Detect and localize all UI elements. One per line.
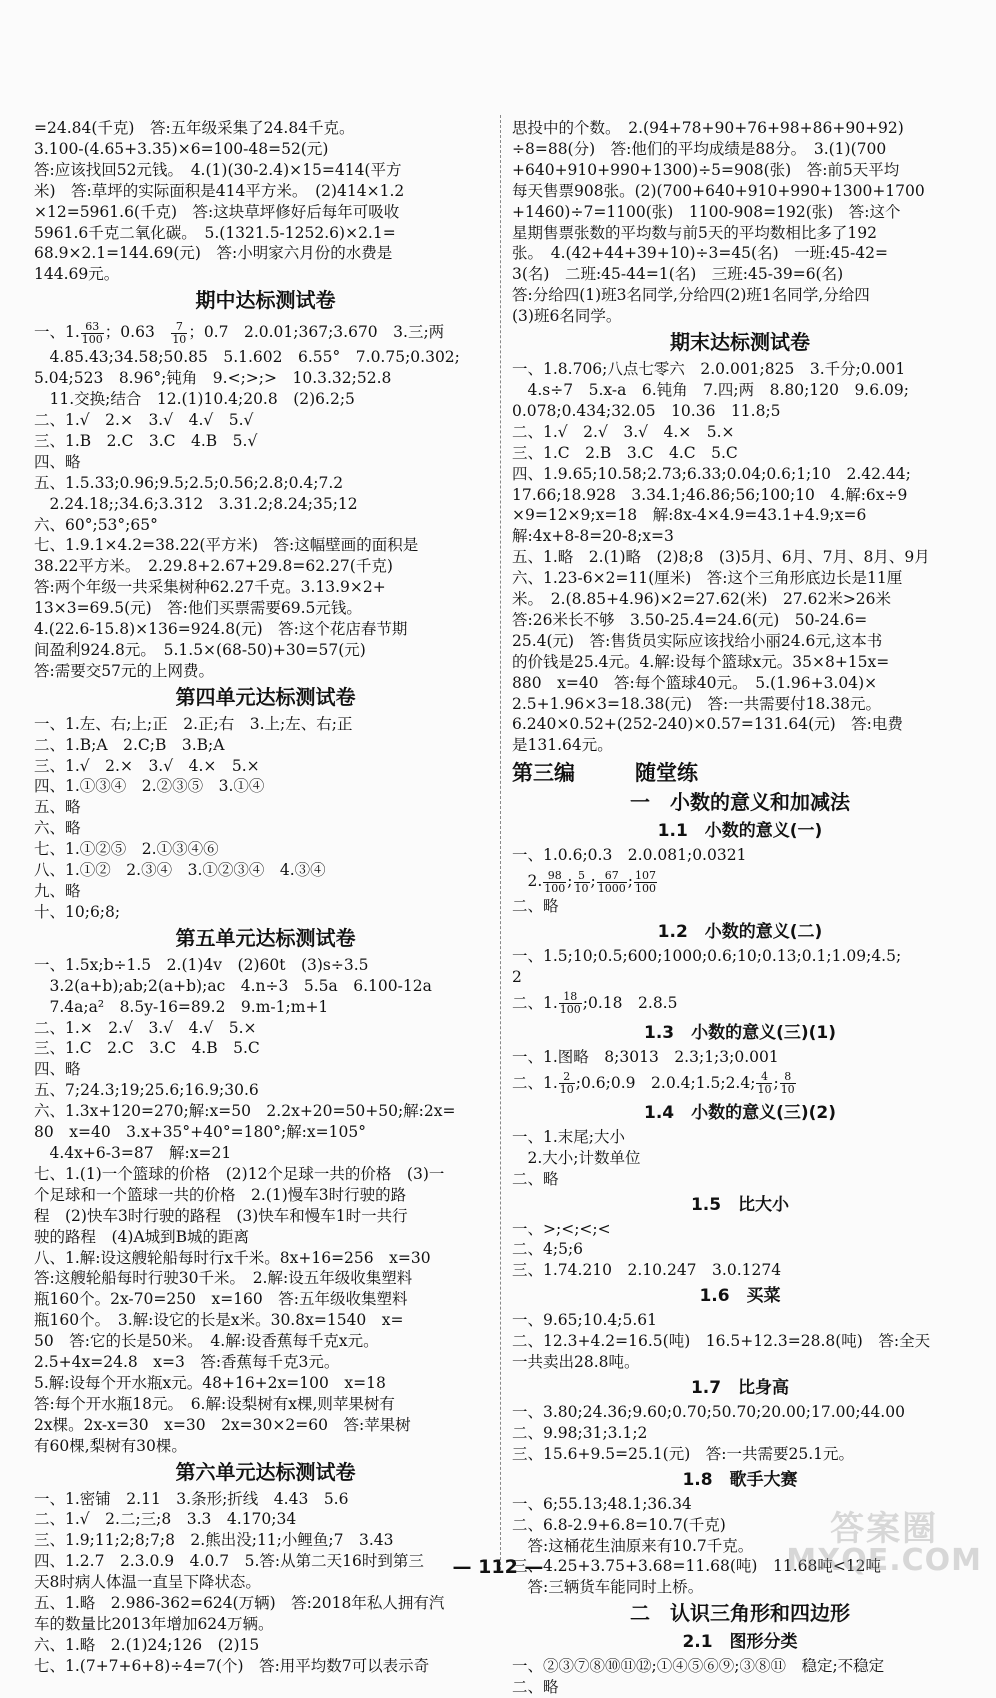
answer-line: 答:需要交57元的上网费。 [34,661,214,680]
answer-line: 四、1.①③④ 2.②③⑤ 3.①④ [34,777,265,796]
answer-line: 六、1.3x+120=270;解:x=50 2.2x+20=50+50;解:2x= [34,1102,456,1121]
answer-line: 一共卖出28.8吨。 [512,1353,640,1372]
answer-line: 一、1.密铺 2.11 3.条形;折线 4.43 5.6 [34,1489,349,1508]
answer-line: 0.078;0.434;32.05 10.36 11.8;5 [512,401,781,420]
answer-line: 三、1.√ 2.× 3.√ 4.× 5.× [34,756,260,775]
column-divider [500,115,501,1570]
answer-line: 驶的路程 (4)A城到B城的距离 [34,1227,250,1246]
subsection-heading: 1.2 小数的意义(二) [657,922,823,943]
answer-line: 一、1.8.706;八点七零六 2.0.001;825 3.千分;0.001 [512,360,906,379]
fraction-numerator: 4 [756,1071,772,1084]
answer-line: 答:两个年级一共采集树种62.27千克。3.13.9×2+ [34,578,386,597]
fraction-numerator: 8 [780,1071,796,1084]
answer-line: 一、1.0.6;0.3 2.0.081;0.0321 [512,846,747,865]
answer-line: 程 (2)快车3时行驶的路程 (3)快车和慢车1时一共行 [34,1206,408,1225]
answer-line: 答:应该找回52元钱。 4.(1)(30-2.4)×15=414(平方 [34,160,402,179]
fraction [559,991,582,1016]
answer-line: 5961.6千克二氧化碳。 5.(1321.5-1252.6)×2.1= [34,223,396,242]
answer-line: 是131.64元。 [512,736,613,755]
answer-line: ×12=5961.6(千克) 答:这块草坪修好后每年可吸收 [34,202,400,221]
answer-line: 二、9.98;31;3.1;2 [512,1423,648,1442]
answer-line: 一、②③⑦⑧⑩⑪⑫;①④⑤⑥⑨;③⑧⑪ 稳定;不稳定 [512,1657,885,1676]
answer-text: ；0.7 2.0.01;367;3.670 3.三;两 [188,323,445,342]
answer-line: 车的数量比2013年增加624万辆。 [34,1615,274,1633]
answer-line: 5.解:设每个开水瓶x元。48+16+2x=100 x=18 [34,1373,386,1392]
fraction-denominator: 10 [757,1083,772,1097]
part-label: 第三编 [512,761,575,786]
right-column [512,118,968,1698]
answer-line: 瓶160个。 3.解:设它的长是x米。30.8x=1540 x= [34,1311,404,1330]
answer-line: 三、1.74.210 2.10.247 3.0.1274 [512,1261,782,1280]
answer-line: =24.84(千克) 答:五年级采集了24.84千克。 [34,119,355,137]
answer-text: ；0.63 [104,323,171,342]
answer-line: 50 答:它的长是50米。 4.解:设香蕉每千克x元。 [34,1332,379,1351]
fraction [597,870,627,895]
fraction [559,1071,575,1096]
answer-line: 6.240×0.52+(252-240)×0.57=131.64(元) 答:电费 [512,715,903,734]
answer-line: 七、1.①②⑤ 2.①③④⑥ [34,840,219,859]
fraction [756,1071,772,1096]
fraction-denominator: 100 [81,332,103,346]
answer-line: 八、1.①② 2.③④ 3.①②③④ 4.③④ [34,861,326,880]
answer-line: 二、1.B;A 2.C;B 3.B;A [34,735,225,754]
fraction-numerator: 67 [597,870,627,883]
answer-line: ×9=12×9;x=18 解:8x-4×4.9=43.1+4.9;x=6 [512,506,867,525]
answer-line: 每天售票908张。(2)(700+640+910+990+1300+1700 [512,181,925,200]
subsection-heading: 2.1 图形分类 [682,1632,798,1653]
fraction-denominator: 10 [559,1083,574,1097]
answer-prefix: 2. [512,872,543,891]
answer-line: 六、1.23-6×2=11(厘米) 答:这个三角形底边长是11厘 [512,569,903,588]
answer-line: 七、1.(7+7+6+8)÷4=7(个) 答:用平均数7可以表示奇 [34,1656,430,1675]
answer-text: ;0.18 2.8.5 [582,993,678,1012]
answer-prefix: 一、1. [34,323,80,342]
answer-line: 五、1.略 2.(1)略 (2)8;8 (3)5月、6月、7月、8月、9月 [512,548,930,567]
answer-line: 一、9.65;10.4;5.61 [512,1311,657,1330]
answer-line: 星期售票张数的平均数与前5天的平均数相比多了192 [512,223,877,242]
fraction [634,870,657,895]
fraction-numerator: 2 [559,1071,575,1084]
answer-line: 68.9×2.1=144.69(元) 答:小明家六月份的水费是 [34,244,393,263]
fraction-numerator: 5 [574,870,590,883]
answer-line: 五、7;24.3;19;25.6;16.9;30.6 [34,1081,259,1100]
watermark-en: MXQE.COM [786,1543,982,1578]
answer-line: 2. $\frac{98}{100}$ ; $\frac{5}{10}$ ; $\frac{67}{1000}$ ; $\frac{107}{100}$ [512,868,656,895]
answer-prefix: 二、1. [512,1073,558,1092]
answer-line: +640+910+990+1300)÷5=908(张) 答:前5天平均 [512,160,900,179]
answer-line: (3)班6名同学。 [512,307,622,326]
answer-line: +1460)÷7=1100(张) 1100-908=192(张) 答:这个 [512,202,901,221]
answer-line: 二、1.√ 2.× 3.√ 4.√ 5.√ [34,410,254,429]
answer-line: 一、3.80;24.36;9.60;0.70;50.70;20.00;17.00;44.00 [512,1402,905,1421]
fraction-denominator: 10 [172,332,187,346]
answer-line: 米) 答:草坪的实际面积是414平方米。 (2)414×1.2 [34,181,405,200]
answer-line: 米。 2.(8.85+4.96)×2=27.62(米) 27.62米>26米 [512,590,892,609]
answer-line: 答:分给四(1)班3名同学,分给四(2)班1名同学,分给四 [512,286,870,305]
answer-line: 4.s÷7 5.x-a 6.钝角 7.四;两 8.80;120 9.6.09; [512,380,909,399]
answer-line: 二、略 [512,1169,559,1188]
part-heading [512,759,968,787]
section-heading: 二 认识三角形和四边形 [630,1601,850,1626]
subsection-heading: 1.3 小数的意义(三)(1) [643,1022,837,1043]
answer-text: ;0.6;0.9 2.0.4;1.5;2.4; [575,1073,756,1092]
answer-line: ÷8=88(分) 答:他们的平均成绩是88分。 3.(1)(700 [512,139,887,158]
answer-line: 二、4;5;6 [512,1240,584,1259]
answer-line: 七、1.9.1×4.2=38.22(平方米) 答:这幅壁画的面积是 [34,536,419,555]
answer-line: 25.4(元) 答:售货员实际应该找给小丽24.6元,这本书 [512,631,883,650]
answer-line: 二、1.√ 2.二;三;8 3.3 4.170;34 [34,1510,297,1529]
answer-line: 三、1.C 2.B 3.C 4.C 5.C [512,443,738,462]
answer-line: 二、略 [512,1678,559,1697]
answer-line: 4.(22.6-15.8)×136=924.8(元) 答:这个花店春节期 [34,620,408,639]
answer-line: 答:每个开水瓶18元。 6.解:设梨树有x棵,则苹果树有 [34,1394,395,1413]
section-heading: 一 小数的意义和加减法 [630,790,850,815]
answer-line [34,317,497,347]
answer-line: 四、1.2.7 2.3.0.9 4.0.7 5.答:从第二天16时到第三 [34,1552,424,1571]
answer-line: 17.66;18.928 3.34.1;46.86;56;100;10 4.解:6x÷9 [512,485,908,504]
answer-line: 一、1.末尾;大小 [512,1127,626,1146]
answer-line: 5.04;523 8.96°;钝角 9.<;>;> 10.3.32;52.8 [34,369,392,388]
answer-line: 三、4.25+3.75+3.68=11.68(吨) 11.68吨<12吨 [512,1557,882,1576]
answer-line: 80 x=40 3.x+35°+40°=180°;解:x=105° [34,1123,366,1142]
section-heading: 第五单元达标测试卷 [175,925,356,950]
answer-line: 二、6.8-2.9+6.8=10.7(千克) [512,1515,726,1534]
answer-line: 三、1.9;11;2;8;7;8 2.熊出没;11;小鲤鱼;7 3.43 [34,1531,394,1550]
answer-line: 张。 4.(42+44+39+10)÷3=45(名) 一班:45-42= [512,244,889,263]
answer-line: 二、略 [512,897,559,916]
answer-line: 2.5+4x=24.8 x=3 答:香蕉每千克3元。 [34,1353,340,1372]
answer-line: 4.85.43;34.58;50.85 5.1.602 6.55° 7.0.75;0.302; [34,348,460,367]
answer-line: 11.交换;结合 12.(1)10.4;20.8 (2)6.2;5 [34,390,355,409]
fraction-denominator: 1000 [597,881,626,895]
fraction [171,321,187,346]
answer-line: 四、略 [34,1060,81,1079]
answer-line: 答:三辆货车能同时上桥。 [512,1578,704,1597]
answer-line: 3.2(a+b);ab;2(a+b);ac 4.n÷3 5.5a 6.100-12a [34,976,432,995]
answer-line: 有60棵,梨树有30棵。 [34,1436,187,1455]
subsection-heading: 1.8 歌手大赛 [682,1469,798,1490]
answer-line: 个足球和一个篮球一共的价格 2.(1)慢车3时行驶的路 [34,1185,407,1204]
answer-line: 十、10;6;8; [34,902,121,921]
answer-line: 一、6;55.13;48.1;36.34 [512,1494,692,1513]
answer-line: 思投中的个数。 2.(94+78+90+76+98+86+90+92) [512,119,904,137]
fraction-numerator: 107 [635,868,656,882]
subsection-heading: 1.7 比身高 [690,1377,790,1398]
answer-line: 3.100-(4.65+3.35)×6=100-48=52(元) [34,139,329,158]
fraction-numerator: 18 [559,991,582,1004]
section-heading: 期中达标测试卷 [195,288,336,313]
answer-line: 二、12.3+4.2=16.5(吨) 16.5+12.3=28.8(吨) 答:全天 [512,1332,931,1351]
answer-line: 2.大小;计数单位 [512,1148,641,1167]
answer-line: 4.4x+6-3=87 解:x=21 [34,1143,232,1162]
fraction-numerator: 98 [543,870,566,883]
answer-line: 瓶160个。2x-70=250 x=160 答:五年级收集塑料 [34,1290,408,1309]
fraction [780,1071,796,1096]
answer-line: 天8时病人体温一直呈下降状态。 [34,1573,261,1592]
answer-line [512,988,968,1018]
page-number: — 112 — [452,1556,544,1578]
subsection-heading: 1.6 买菜 [699,1286,781,1307]
answer-line: 二、1.√ 2.√ 3.√ 4.× 5.× [512,422,735,441]
answer-line: 一、1.5;10;0.5;600;1000;0.6;10;0.13;0.1;1.09;4.5; [512,947,902,966]
answer-line: 2 [512,968,522,986]
answer-line: 一、1.左、右;上;正 2.正;右 3.上;左、右;正 [34,714,353,733]
answer-line: 五、1.5.33;0.96;9.5;2.5;0.56;2.8;0.4;7.2 [34,473,344,492]
answer-line: 一、1.图略 8;3013 2.3;1;3;0.001 [512,1047,779,1066]
answer-line: 144.69元。 [34,265,120,284]
fraction [543,870,566,895]
answer-line: 七、1.(1)一个篮球的价格 (2)12个足球一共的价格 (3)一 [34,1164,445,1183]
watermark-cn: 答案圈 [830,1509,939,1549]
answer-line: 四、1.9.65;10.58;2.73;6.33;0.04;0.6;1;10 2.42.44; [512,464,911,483]
answer-line: 四、略 [34,452,81,471]
subsection-heading: 1.5 比大小 [690,1194,790,1215]
answer-prefix: 二、1. [512,993,558,1012]
answer-line: 六、60°;53°;65° [34,515,158,534]
answer-line: 间盈利924.8元。 5.1.5×(68-50)+30=57(元) [34,640,366,659]
answer-line: 三、1.B 2.C 3.C 4.B 5.√ [34,431,258,450]
answer-line: 的价钱是25.4元。4.解:设每个篮球x元。35×8+15x= [512,652,890,671]
section-heading: 第四单元达标测试卷 [175,684,356,709]
answer-line: 五、略 [34,798,81,817]
answer-line: 六、1.略 2.(1)24;126 (2)15 [34,1635,260,1654]
answer-line: 2.24.18;;34.6;3.312 3.31.2;8.24;35;12 [34,494,358,513]
fraction [574,870,590,895]
fraction-denominator: 10 [574,881,589,895]
answer-line: 三、15.6+9.5=25.1(元) 答:一共需要25.1元。 [512,1444,854,1463]
answer-line: 三、1.C 2.C 3.C 4.B 5.C [34,1039,260,1058]
fraction-denominator: 100 [544,881,566,895]
answer-line: 九、略 [34,882,81,900]
fraction-denominator: 10 [780,1083,795,1097]
answer-line: 答:这桶花生油原来有10.7千克。 [512,1536,754,1555]
left-column [34,118,497,1677]
answer-line: 六、略 [34,819,81,838]
answer-line: 一、1.5x;b÷1.5 2.(1)4v (2)60t (3)s÷3.5 [34,955,369,974]
watermark-logo [786,1509,982,1578]
answer-line: 3(名) 二班:45-44=1(名) 三班:45-39=6(名) [512,265,844,284]
answer-line: 2.5+1.96×3=18.38(元) 答:一共需要付18.38元。 [512,694,882,713]
answer-line: 2x棵。2x-x=30 x=30 2x=30×2=60 答:苹果树 [34,1415,411,1434]
subsection-heading: 1.4 小数的意义(三)(2) [643,1102,837,1123]
section-heading: 第六单元达标测试卷 [175,1459,356,1484]
answer-line: 八、1.解:设这艘轮船每时行x千米。8x+16=256 x=30 [34,1248,431,1267]
answer-line: 13×3=69.5(元) 答:他们买票需要69.5元钱。 [34,599,362,618]
fraction-denominator: 100 [635,881,656,895]
fraction-denominator: 100 [559,1003,581,1017]
fraction-numerator: 7 [171,321,187,334]
answer-line: 答:26米长不够 3.50-25.4=24.6(元) 50-24.6= [512,610,868,629]
answer-line: 38.22平方米。 2.29.8+2.67+29.8=62.27(千克) [34,557,393,576]
part-title: 随堂练 [635,761,698,786]
answer-line: 二、1. $\frac{2}{10}$ ;0.6;0.9 2.0.4;1.5;2.4; $\frac{4}{10}$ ; $\frac{8}{10}$ [512,1070,795,1097]
answer-line: 一、>;<;<;< [512,1219,611,1238]
answer-line: 880 x=40 答:每个篮球40元。 5.(1.96+3.04)× [512,673,878,692]
answer-line: 解:4x+8-8=20-8;x=3 [512,527,674,546]
answer-line: 7.4a;a² 8.5y-16=89.2 9.m-1;m+1 [34,997,329,1016]
section-heading: 期末达标测试卷 [670,330,810,355]
subsection-heading: 1.1 小数的意义(一) [657,821,823,842]
answer-line: 五、1.略 2.986-362=624(万辆) 答:2018年私人拥有汽 [34,1594,445,1613]
fraction-numerator: 63 [81,321,104,334]
answer-line: 二、1.× 2.√ 3.√ 4.√ 5.× [34,1018,257,1037]
answer-line: 答:这艘轮船每时行驶30千米。 2.解:设五年级收集塑料 [34,1269,413,1288]
fraction [81,321,104,346]
